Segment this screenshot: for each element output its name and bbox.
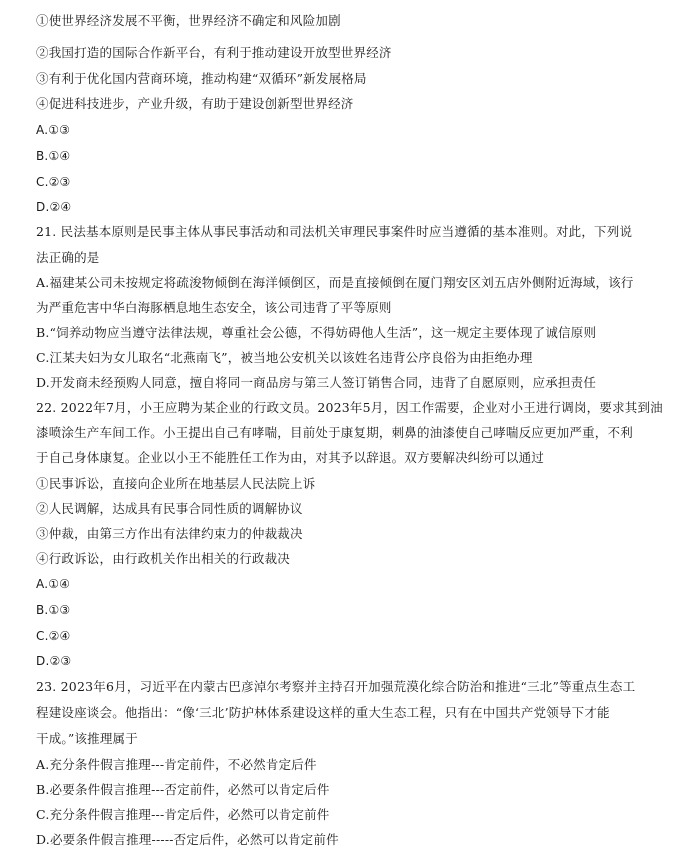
q21-option-a: A.福建某公司未按规定将疏浚物倾倒在海洋倾倒区，而是直接倾倒在厦门翔安区刘五店外侧附近海域，该行 [36,275,634,290]
q20-option-a: A.①③ [36,123,71,137]
q23-option-d: D.必要条件假言推理-----否定后件，必然可以肯定前件 [36,832,339,847]
q20-option-b: B.①④ [36,149,71,163]
q23-option-c: C.充分条件假言推理---肯定后件，必然可以肯定前件 [36,807,330,822]
q21-option-b: B.“饲养动物应当遵守法律法规，尊重社会公德，不得妨碍他人生活”，这一规定主要体现了诚信原则 [36,325,597,340]
q22-item-3: ③仲裁，由第三方作出有法律约束力的仲裁裁决 [36,526,303,541]
q21-option-c: C.江某夫妇为女儿取名“北燕南飞”，被当地公安机关以该姓名违背公序良俗为由拒绝办理 [36,350,533,365]
q21-stem-line-2: 法正确的是 [36,250,100,265]
q21-stem-line-1: 21. 民法基本原则是民事主体从事民事活动和司法机关审理民事案件时应当遵循的基本准则。对此，下列说 [36,224,633,239]
q21-option-d: D.开发商未经预购人同意，擅自将同一商品房与第三人签订销售合同，违背了自愿原则，应承担责任 [36,375,597,390]
q23-stem-line-1: 23. 2023年6月，习近平在内蒙古巴彦淖尔考察并主持召开加强荒漠化综合防治和推进“三北”等重点生态工 [36,679,636,694]
q22-option-d: D.②③ [36,654,72,668]
q20-option-d: D.②④ [36,200,72,214]
q20-item-4: ④促进科技进步，产业升级，有助于建设创新型世界经济 [36,96,354,111]
q22-item-2: ②人民调解，达成具有民事合同性质的调解协议 [36,501,303,516]
q23-stem-line-3: 干成。”该推理属于 [36,731,138,746]
q23-option-b: B.必要条件假言推理---否定前件，必然可以肯定后件 [36,782,330,797]
q22-item-1: ①民事诉讼，直接向企业所在地基层人民法院上诉 [36,476,316,491]
q22-stem-line-2: 漆喷涂生产车间工作。小王提出自己有哮喘，目前处于康复期，刺鼻的油漆使自己哮喘反应更加严重，不利 [36,425,633,440]
q22-option-b: B.①③ [36,603,71,617]
q20-item-2: ②我国打造的国际合作新平台，有利于推动建设开放型世界经济 [36,45,392,60]
q23-stem-line-2: 程建设座谈会。他指出：“像‘三北’防护林体系建设这样的重大生态工程，只有在中国共产党领导下才能 [36,705,610,720]
q21-option-a-cont: 为严重危害中华白海豚栖息地生态安全，该公司违背了平等原则 [36,300,392,315]
q22-option-a: A.①④ [36,577,71,591]
q22-item-4: ④行政诉讼，由行政机关作出相关的行政裁决 [36,551,291,566]
q20-option-c: C.②③ [36,175,71,189]
q20-item-3: ③有利于优化国内营商环境，推动构建“双循环”新发展格局 [36,71,367,86]
q22-stem-line-1: 22. 2022年7月，小王应聘为某企业的行政文员。2023年5月，因工作需要，企业对小王进行调岗，要求其到油 [36,400,663,415]
q22-stem-line-3: 于自己身体康复。企业以小王不能胜任工作为由，对其予以辞退。双方要解决纠纷可以通过 [36,450,545,465]
q23-option-a: A.充分条件假言推理---肯定前件，不必然肯定后件 [36,757,317,772]
q22-option-c: C.②④ [36,629,71,643]
q20-item-1: ①使世界经济发展不平衡，世界经济不确定和风险加剧 [36,13,341,28]
